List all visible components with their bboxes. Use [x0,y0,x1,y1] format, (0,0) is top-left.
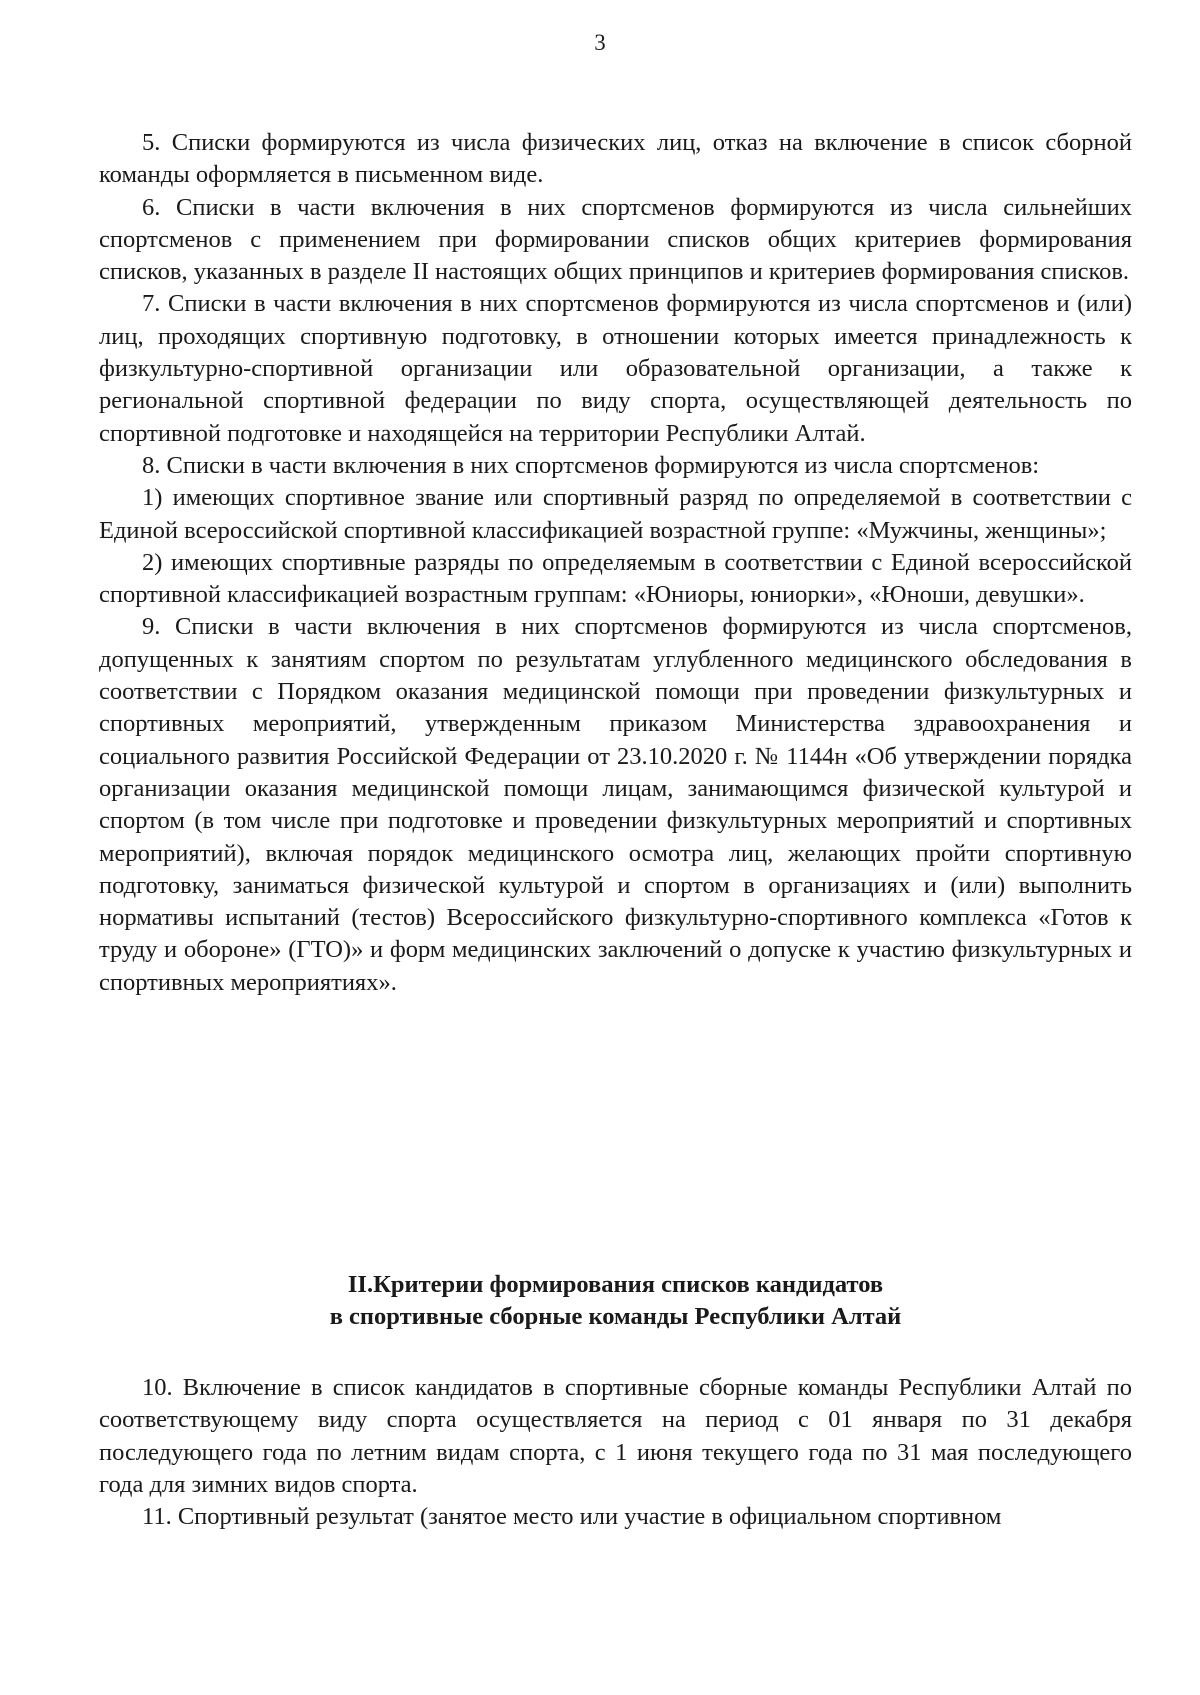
paragraph-7: 7. Списки в части включения в них спортсменов формируются из числа спортсменов и (или) лиц, проходящих спортивную подготовку, в отношении которых имеется принадлежность к физкультурно-спортивной организации или образовательной организации, а также к региональной спортивной федерации по виду спорта, осуществляющей деятельность по спортивной подготовке и находящейся на территории Республики Алтай. [99,290,1132,447]
paragraph-8-item-1: 1) имеющих спортивное звание или спортивный разряд по определяемой в соответствии с Единой всероссийской спортивной классификацией возрастной группе: «Мужчины, женщины»; [99,484,1132,544]
section-heading-line-1: II.Критерии формирования списков кандидатов [347,1271,884,1298]
paragraph-8-item-2: 2) имеющих спортивные разряды по определяемым в соответствии с Единой всероссийской спортивной классификацией возрастным группам: «Юниоры, юниорки», «Юноши, девушки». [99,548,1132,609]
paragraph-8: 8. Списки в части включения в них спортсменов формируются из числа спортсменов: [142,451,1040,479]
body-text-top [99,127,1132,999]
paragraph-10: 10. Включение в список кандидатов в спортивные сборные команды Республики Алтай по соответствующему виду спорта осуществляется на период с 01 января по 31 декабря последующего года по летним видам спорта, с 1 июня текущего года по 31 мая последующего года для зимних видов спорта. [99,1374,1132,1498]
section-heading [99,1269,1132,1334]
paragraph-5: 5. Списки формируются из числа физических лиц, отказ на включение в список сборной команды оформляется в письменном виде. [99,129,1132,189]
paragraph-11: 11. Спортивный результат (занятое место или участие в официальном спортивном [142,1503,1002,1531]
paragraph-6: 6. Списки в части включения в них спортсменов формируются из числа сильнейших спортсменов с применением при формировании списков общих критериев формирования списков, указанных в разделе II настоящих общих принципов и критериев формирования списков. [99,193,1132,286]
section-heading-line-2: в спортивные сборные команды Республики Алтай [329,1303,902,1331]
body-text-bottom [99,1372,1132,1533]
paragraph-9: 9. Списки в части включения в них спортсменов формируются из числа спортсменов, допущенных к занятиям спортом по результатам углубленного медицинского обследования в соответствии с Порядком оказания медицинской помощи при проведении физкультурных и спортивных мероприятий, утвержденным приказом Министерства здравоохранения и социального развития Российской Федерации от 23.10.2020 г. № 1144н «Об утверждении порядка организации оказания медицинской помощи лицам, занимающимся физической культурой и спортом (в том числе при подготовке и проведении физкультурных мероприятий и спортивных мероприятий), включая порядок медицинского осмотра лиц, желающих пройти спортивную подготовку, заниматься физической культурой и спортом в организациях и (или) выполнить нормативы испытаний (тестов) Всероссийского физкультурно-спортивного комплекса «Готов к труду и обороне» (ГТО)» и форм медицинских заключений о допуске к участию физкультурных и спортивных мероприятиях». [99,613,1132,996]
page-number: 3 [594,30,606,55]
